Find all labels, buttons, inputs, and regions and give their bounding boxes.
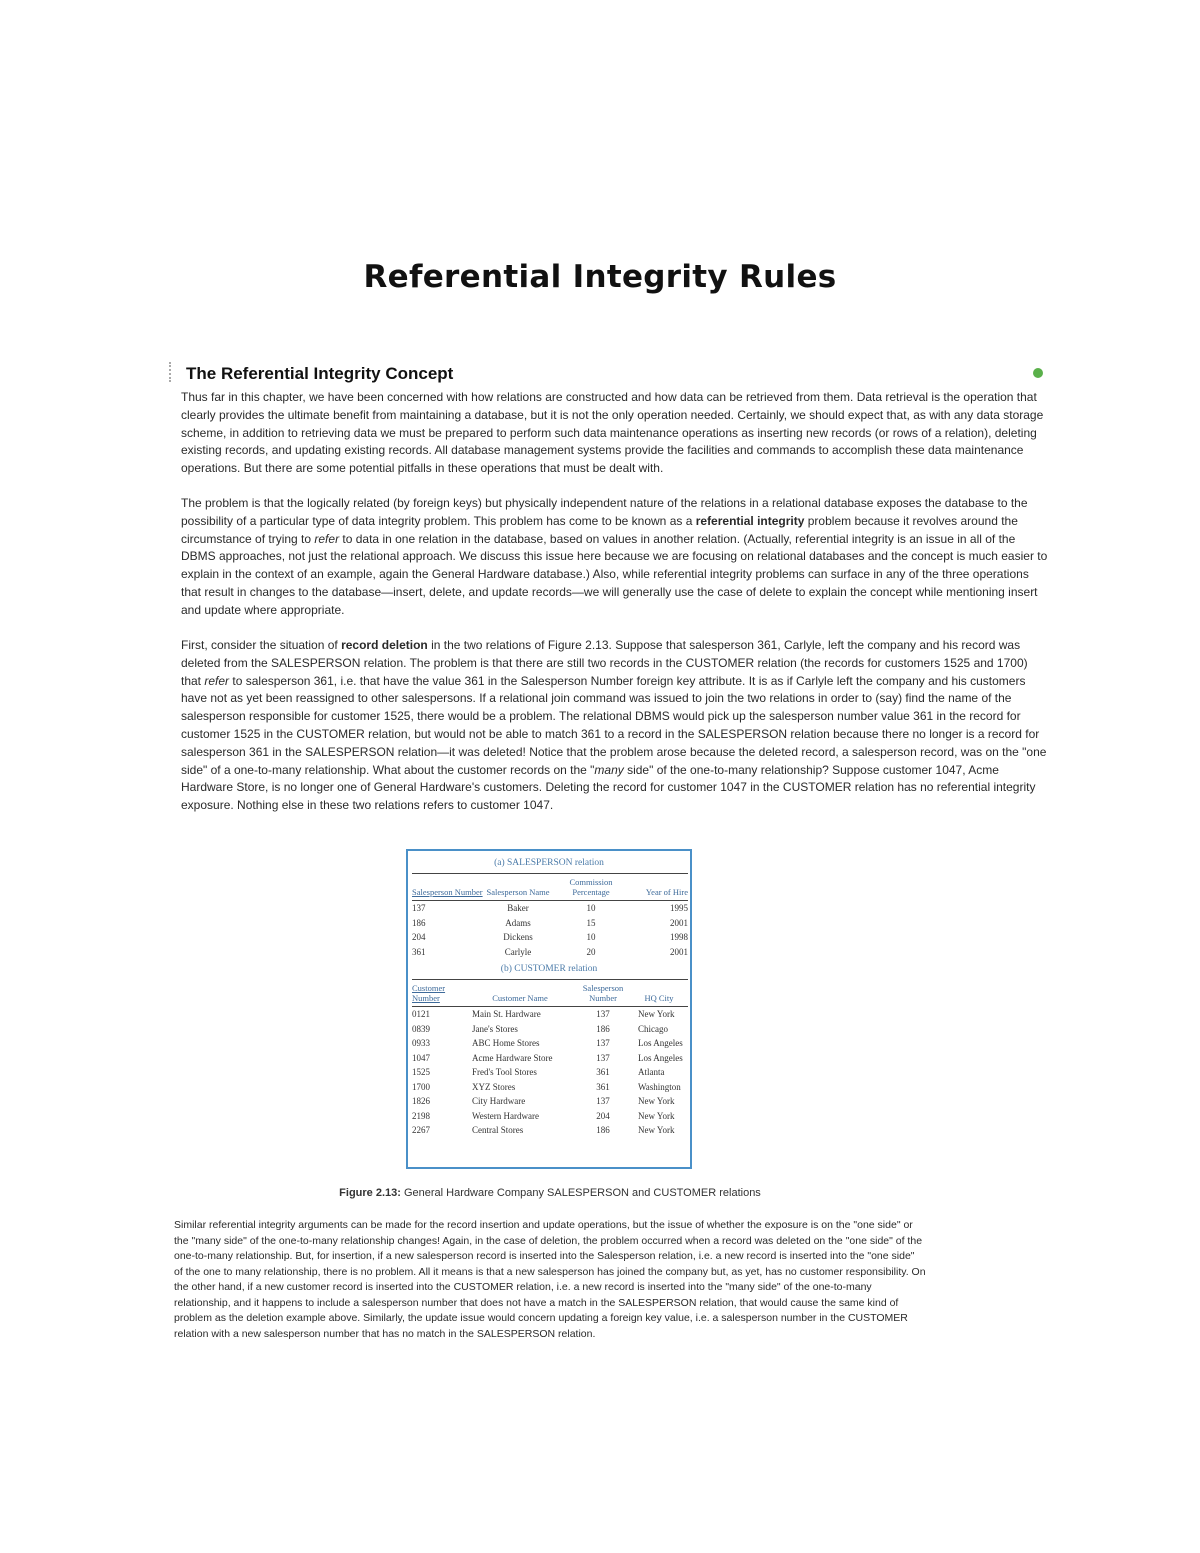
emphasis-many: many bbox=[594, 762, 624, 777]
table-row: 0121 Main St. Hardware 137 New York bbox=[412, 1009, 675, 1019]
section-drag-handle bbox=[169, 362, 179, 382]
column-header: Customer Name bbox=[464, 980, 576, 1007]
paragraph-intro: Thus far in this chapter, we have been concerned with how relations are constructed and how data can be retrieved from them. Data retrieval is the operation that clearly provides the ultimate benefit from maintaining a database, but it is not the only operation needed. Certainly, we should expect that, as with any data storage scheme, in addition to retrieving data we must be prepared to perform such data maintenance operations as inserting new records (or rows of a relation), deleting existing records, and updating existing records. All database management systems provide the facilities and commands to accomplish these data maintenance operations. But there are some potential pitfalls in these operations that must be dealt with. bbox=[181, 390, 1044, 476]
figure-caption-text: General Hardware Company SALESPERSON and CUSTOMER relations bbox=[400, 1187, 761, 1199]
salesperson-caption: (a) SALESPERSON relation bbox=[494, 858, 604, 868]
table-row: 0839 Jane's Stores 186 Chicago bbox=[412, 1023, 668, 1034]
text-run: to data in one relation in the database, based on values in another relation. (Actually, referential integrity is an issue in all of the DBMS approaches, not just the relational approach. We discuss this issue here because we are focusing on relational databases and the concept is much easier to explain in the context of an example, again the General Hardware database.) Also, while referential integrity problems can surface in any of the three operations that result in changes to the database—insert, delete, and update records—we will generally use the case of delete to explain the concept while mentioning insert and update where appropriate. bbox=[181, 531, 1048, 617]
text-run: The problem is that the logically related (by foreign keys) but physically independent nature of the relations in a relational database exposes the database to the possibility of a particular type of data integrity problem. This problem has come to be known as a bbox=[181, 496, 1028, 528]
column-header: Salesperson Name bbox=[484, 874, 552, 901]
table-row: 1525 Fred's Tool Stores 361 Atlanta bbox=[412, 1067, 665, 1077]
document-title: Referential Integrity Rules bbox=[363, 258, 837, 295]
emphasis-refer: refer bbox=[204, 673, 230, 688]
column-header: HQ City bbox=[630, 980, 688, 1007]
table-row: 1700 XYZ Stores 361 Washington bbox=[412, 1081, 681, 1092]
term-referential-integrity: referential integrity bbox=[695, 513, 805, 528]
text-run: side" of the one-to-many relationship? Suppose customer 1047, Acme Hardware Store, is no longer one of General Hardware's customers. Deleting the record for customer 1047 in the CUSTOMER relation has no referential integrity exposure. Nothing else in these two relations refers to customer 1047. bbox=[181, 762, 1036, 813]
paragraph-deletion bbox=[181, 637, 1049, 815]
column-header: Salesperson Number bbox=[576, 980, 630, 1007]
salesperson-table bbox=[412, 873, 688, 959]
text-run: to salesperson 361, i.e. that have the value 361 in the Salesperson Number foreign key attribute. It is as if Carlyle left the company and his customers have not as yet been reassigned to other salespersons. If a relational join command was issued to join the two relations in order to (say) find the name of the salesperson responsible for customer 1525, there would be a problem. The relational DBMS would pick up the salesperson number value 361 in the record for customer 1525 in the CUSTOMER relation, but would not be able to match 361 to a record in the SALESPERSON relation because there no longer is a record for salesperson 361 in the SALESPERSON relation—it was deleted! Notice that the problem arose because the deleted record, a salesperson record, was on the "one side" of a one-to-many relationship. What about the customer records on the " bbox=[181, 673, 1047, 777]
column-header: Commission Percentage bbox=[552, 874, 630, 901]
table-row: 186 Adams 15 2001 bbox=[412, 917, 688, 928]
table-row: 0933 ABC Home Stores 137 Los Angeles bbox=[412, 1038, 683, 1048]
column-header: Salesperson Number bbox=[412, 874, 484, 901]
table-row: 2267 Central Stores 186 New York bbox=[412, 1125, 675, 1135]
customer-caption: (b) CUSTOMER relation bbox=[500, 964, 598, 974]
paragraph-problem bbox=[181, 495, 1049, 620]
text-run: problem because it revolves around the circumstance of trying to bbox=[181, 513, 1018, 546]
table-row: 1047 Acme Hardware Store 137 Los Angeles bbox=[412, 1052, 683, 1063]
column-header: Customer Number bbox=[412, 980, 464, 1007]
table-row: 361 Carlyle 20 2001 bbox=[412, 946, 688, 957]
section-heading: The Referential Integrity Concept bbox=[186, 364, 454, 383]
column-header: Year of Hire bbox=[630, 874, 688, 901]
term-record-deletion: record deletion bbox=[341, 638, 428, 652]
table-row: 137 Baker 10 1995 bbox=[412, 903, 688, 913]
table-row: 1826 City Hardware 137 New York bbox=[412, 1096, 675, 1106]
figure-caption-label: Figure 2.13: bbox=[339, 1187, 401, 1199]
figure-relations bbox=[406, 849, 692, 1169]
emphasis-refer: refer bbox=[314, 531, 340, 546]
figure-caption bbox=[0, 1187, 1100, 1199]
text-run: in the two relations of Figure 2.13. Suppose that salesperson 361, Carlyle, left the company and his record was deleted from the SALESPERSON relation. The problem is that there are still two records in the CUSTOMER relation (the records for customers 1525 and 1700) that bbox=[181, 638, 1028, 688]
customer-table bbox=[412, 979, 688, 1138]
table-row: 204 Dickens 10 1998 bbox=[412, 932, 688, 942]
status-dot-icon bbox=[1033, 368, 1043, 378]
paragraph-insert-update: Similar referential integrity arguments can be made for the record insertion and update operations, but the issue of whether the exposure is on the "one side" or the "many side" of the one-to-many relationship changes! Again, in the case of deletion, the problem occurred when a record was deleted on the "one side" of the one-to-many relationship. But, for insertion, if a new salesperson record is inserted into the Salesperson relation, i.e. a new record is inserted into the "one side" of the one to many relationship, there is no problem. All it means is that a new salesperson has joined the company but, as yet, has no customer responsibility. On the other hand, if a new customer record is inserted into the CUSTOMER relation, i.e. a new record is inserted into the "many side" of the one-to-many relationship, and it happens to include a salesperson number that does not have a match in the SALESPERSON relation, that would cause the same kind of problem as the deletion example above. Similarly, the update issue would concern updating a foreign key value, i.e. a salesperson number in the CUSTOMER relation with a new salesperson number that has no match in the SALESPERSON relation. bbox=[174, 1219, 926, 1340]
text-run: First, consider the situation of bbox=[181, 638, 342, 652]
table-row: 2198 Western Hardware 204 New York bbox=[412, 1110, 675, 1121]
